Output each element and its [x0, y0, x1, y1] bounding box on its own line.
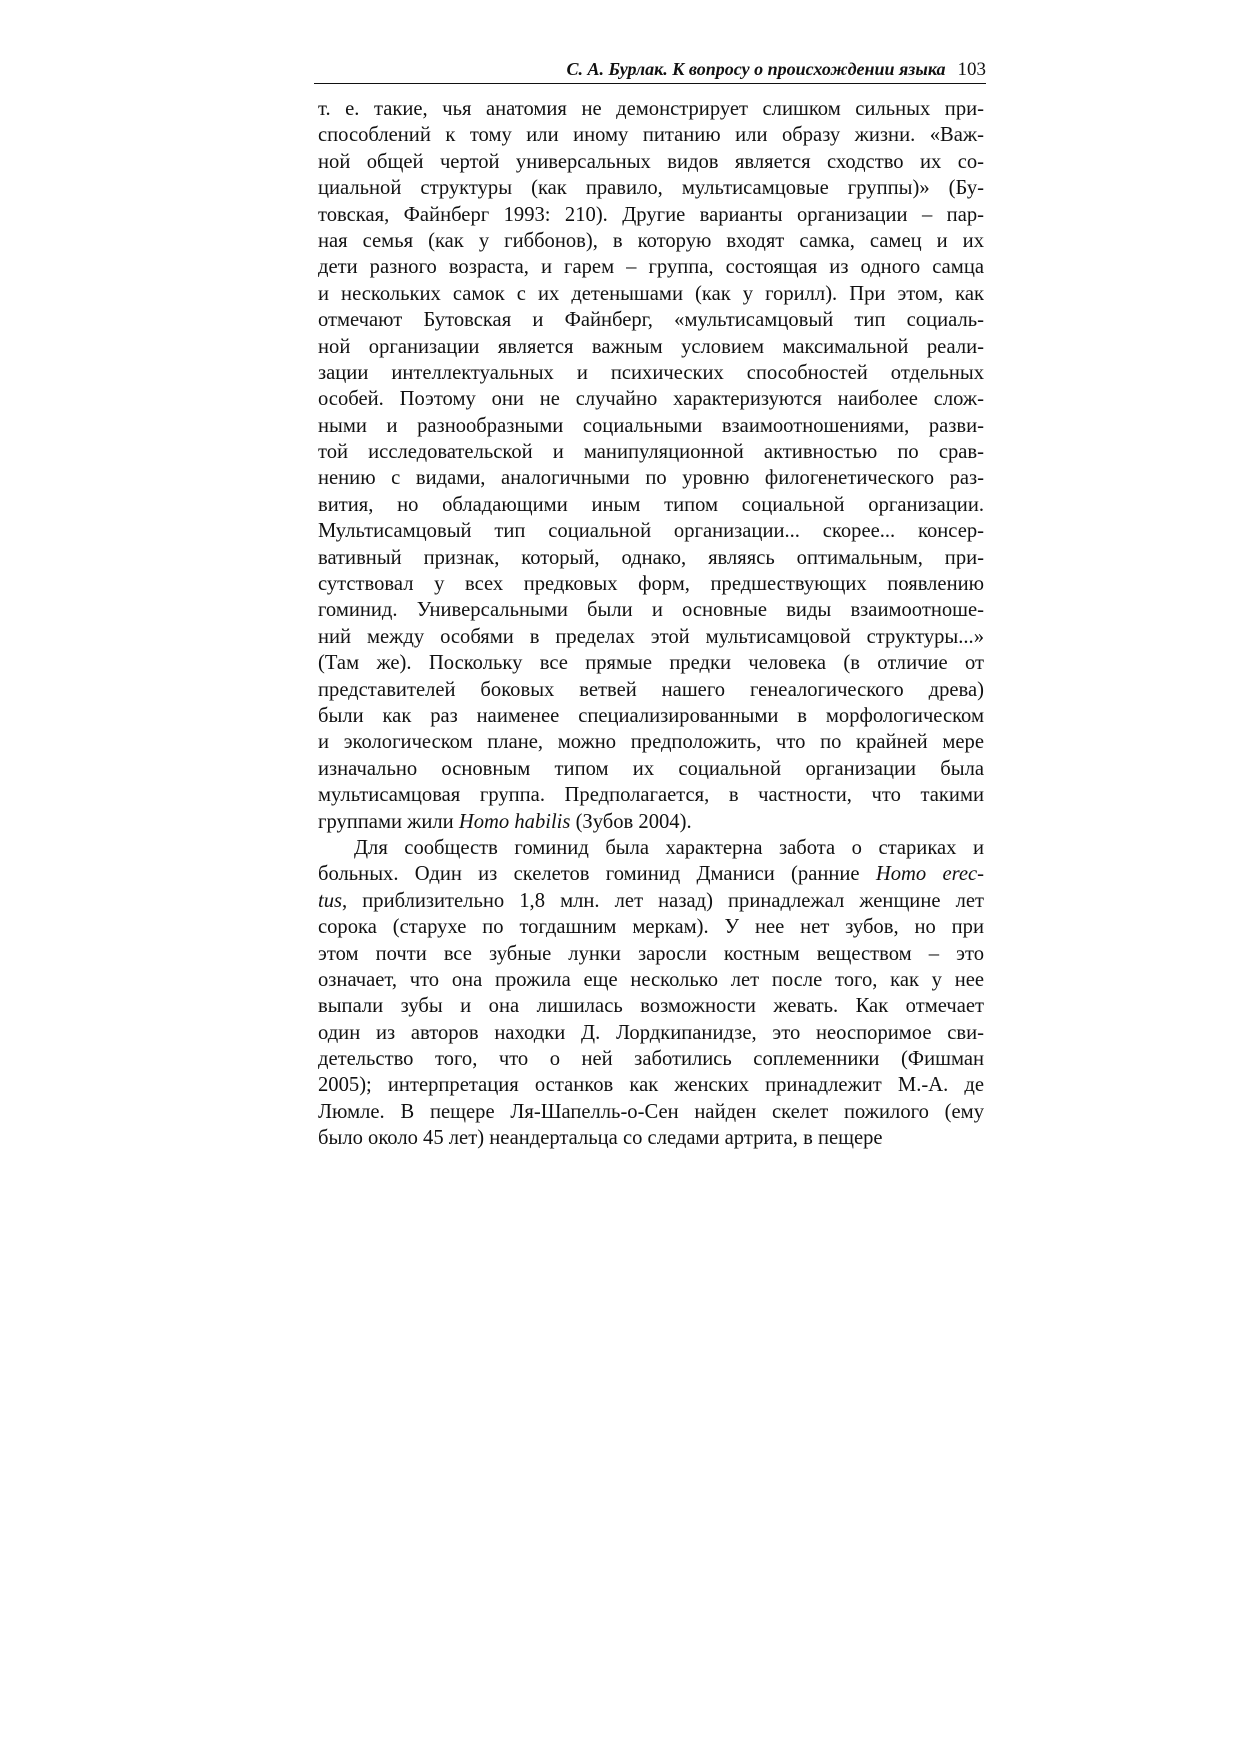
text-segment: вития, но обладающими иным типом социальной организации. [318, 493, 984, 516]
text-line [318, 729, 984, 755]
text-segment: способлений к тому или иному питанию или образу жизни. «Важ- [318, 124, 984, 147]
text-line [318, 122, 984, 148]
text-line [318, 703, 984, 729]
text-line [318, 967, 984, 993]
text-segment: ная семья (как у гиббонов), в которую входят самка, самец и их [318, 229, 984, 252]
text-line [318, 254, 984, 280]
text-segment: отмечают Бутовская и Файнберг, «мультисамцовый тип социаль- [318, 309, 984, 332]
text-line [318, 1046, 984, 1072]
text-line [318, 360, 984, 386]
text-segment: товская, Файнберг 1993: 210). Другие варианты организации – пар- [318, 203, 984, 226]
text-segment: Для сообществ гоминид была характерна забота о стариках и [354, 836, 984, 859]
text-segment: изначально основным типом их социальной организации была [318, 757, 984, 780]
text-segment: детельство того, что о ней заботились соплеменники (Фишман [318, 1048, 984, 1071]
text-segment: один из авторов находки Д. Лордкипанидзе, это неоспоримое сви- [318, 1021, 984, 1044]
text-segment: больных. Один из скелетов гоминид Дманиси (ранние [318, 863, 876, 886]
text-line [318, 597, 984, 623]
text-segment: ний между особями в пределах этой мультисамцовой структуры...» [318, 625, 984, 648]
text-segment: нению с видами, аналогичными по уровню филогенетического раз- [318, 467, 984, 490]
text-segment: дети разного возраста, и гарем – группа, состоящая из одного самца [318, 256, 984, 279]
text-segment: зации интеллектуальных и психических способностей отдельных [318, 361, 984, 384]
text-segment: вативный признак, который, однако, являясь оптимальным, при- [318, 546, 984, 569]
italic-term: Homo habilis [458, 810, 571, 833]
text-segment: сутствовал у всех предковых форм, предшествующих появлению [318, 573, 984, 596]
text-line [318, 1020, 984, 1046]
text-segment: были как раз наименее специализированными в морфологическом [318, 704, 984, 727]
text-segment: той исследовательской и манипуляционной активностью по срав- [318, 441, 984, 464]
text-segment: Мультисамцовый тип социальной организации... скорее... консер- [318, 520, 984, 543]
text-line [318, 677, 984, 703]
text-segment: ной общей чертой универсальных видов является сходство их со- [318, 150, 984, 173]
text-line [318, 228, 984, 254]
text-segment: группами жили [318, 810, 459, 833]
text-line [318, 756, 984, 782]
text-segment: ной организации является важным условием максимальной реали- [318, 335, 984, 358]
running-title: С. А. Бурлак. К вопросу о происхождении языка [566, 59, 946, 79]
text-line [318, 545, 984, 571]
italic-term: tus [318, 889, 343, 912]
text-segment: , приблизительно 1,8 млн. лет назад) принадлежал женщине лет [342, 889, 984, 912]
text-line [318, 835, 984, 861]
text-segment: т. е. такие, чья анатомия не демонстрирует слишком сильных при- [318, 98, 984, 120]
paragraph [318, 96, 984, 835]
text-segment: представителей боковых ветвей нашего генеалогического древа) [318, 678, 984, 701]
page-number: 103 [957, 59, 986, 80]
text-line [318, 386, 984, 412]
text-segment: ными и разнообразными социальными взаимоотношениями, разви- [318, 414, 984, 437]
text-line [318, 413, 984, 439]
header-rule [314, 83, 986, 84]
text-segment: (Там же). Поскольку все прямые предки человека (в отличие от [318, 652, 984, 675]
text-line [318, 914, 984, 940]
text-segment: особей. Поэтому они не случайно характеризуются наиболее слож- [318, 388, 984, 411]
text-line [318, 888, 984, 914]
text-segment: гоминид. Универсальными были и основные виды взаимоотноше- [318, 599, 984, 622]
text-line [318, 439, 984, 465]
text-line [318, 96, 984, 122]
text-line [318, 175, 984, 201]
text-line [318, 993, 984, 1019]
text-segment: было около 45 лет) неандертальца со следами артрита, в пещере [318, 1127, 883, 1150]
text-segment: означает, что она прожила еще несколько лет после того, как у нее [318, 968, 984, 991]
text-line [318, 624, 984, 650]
text-line [318, 650, 984, 676]
text-segment: и экологическом плане, можно предположить, что по крайней мере [318, 731, 984, 754]
running-header [314, 58, 986, 84]
text-line [318, 281, 984, 307]
text-line [318, 202, 984, 228]
text-line [318, 149, 984, 175]
text-line [318, 861, 984, 887]
text-segment: и нескольких самок с их детенышами (как у горилл). При этом, как [318, 282, 984, 305]
text-line [318, 1072, 984, 1098]
text-line [318, 571, 984, 597]
text-line [318, 809, 984, 835]
paragraph [318, 835, 984, 1152]
text-line [318, 782, 984, 808]
text-segment: этом почти все зубные лунки заросли костным веществом – это [318, 942, 984, 965]
text-line [318, 1099, 984, 1125]
text-segment: сорока (старухе по тогдашним меркам). У нее нет зубов, но при [318, 916, 984, 939]
text-line [318, 334, 984, 360]
text-segment: мультисамцовая группа. Предполагается, в частности, что такими [318, 784, 984, 807]
text-segment: выпали зубы и она лишилась возможности жевать. Как отмечает [318, 995, 984, 1018]
text-segment: (Зубов 2004). [570, 810, 692, 833]
text-segment: циальной структуры (как правило, мультисамцовые группы)» (Бу- [318, 177, 984, 200]
text-line [318, 1125, 984, 1151]
body-text [318, 96, 984, 1152]
text-segment: 2005); интерпретация останков как женских принадлежит М.-А. де [318, 1074, 984, 1097]
text-line [318, 518, 984, 544]
text-line [318, 492, 984, 518]
text-line [318, 941, 984, 967]
text-segment: Люмле. В пещере Ля-Шапелль-о-Сен найден скелет пожилого (ему [318, 1100, 984, 1123]
text-line [318, 465, 984, 491]
text-line [318, 307, 984, 333]
italic-term: Homo erec- [875, 863, 984, 886]
